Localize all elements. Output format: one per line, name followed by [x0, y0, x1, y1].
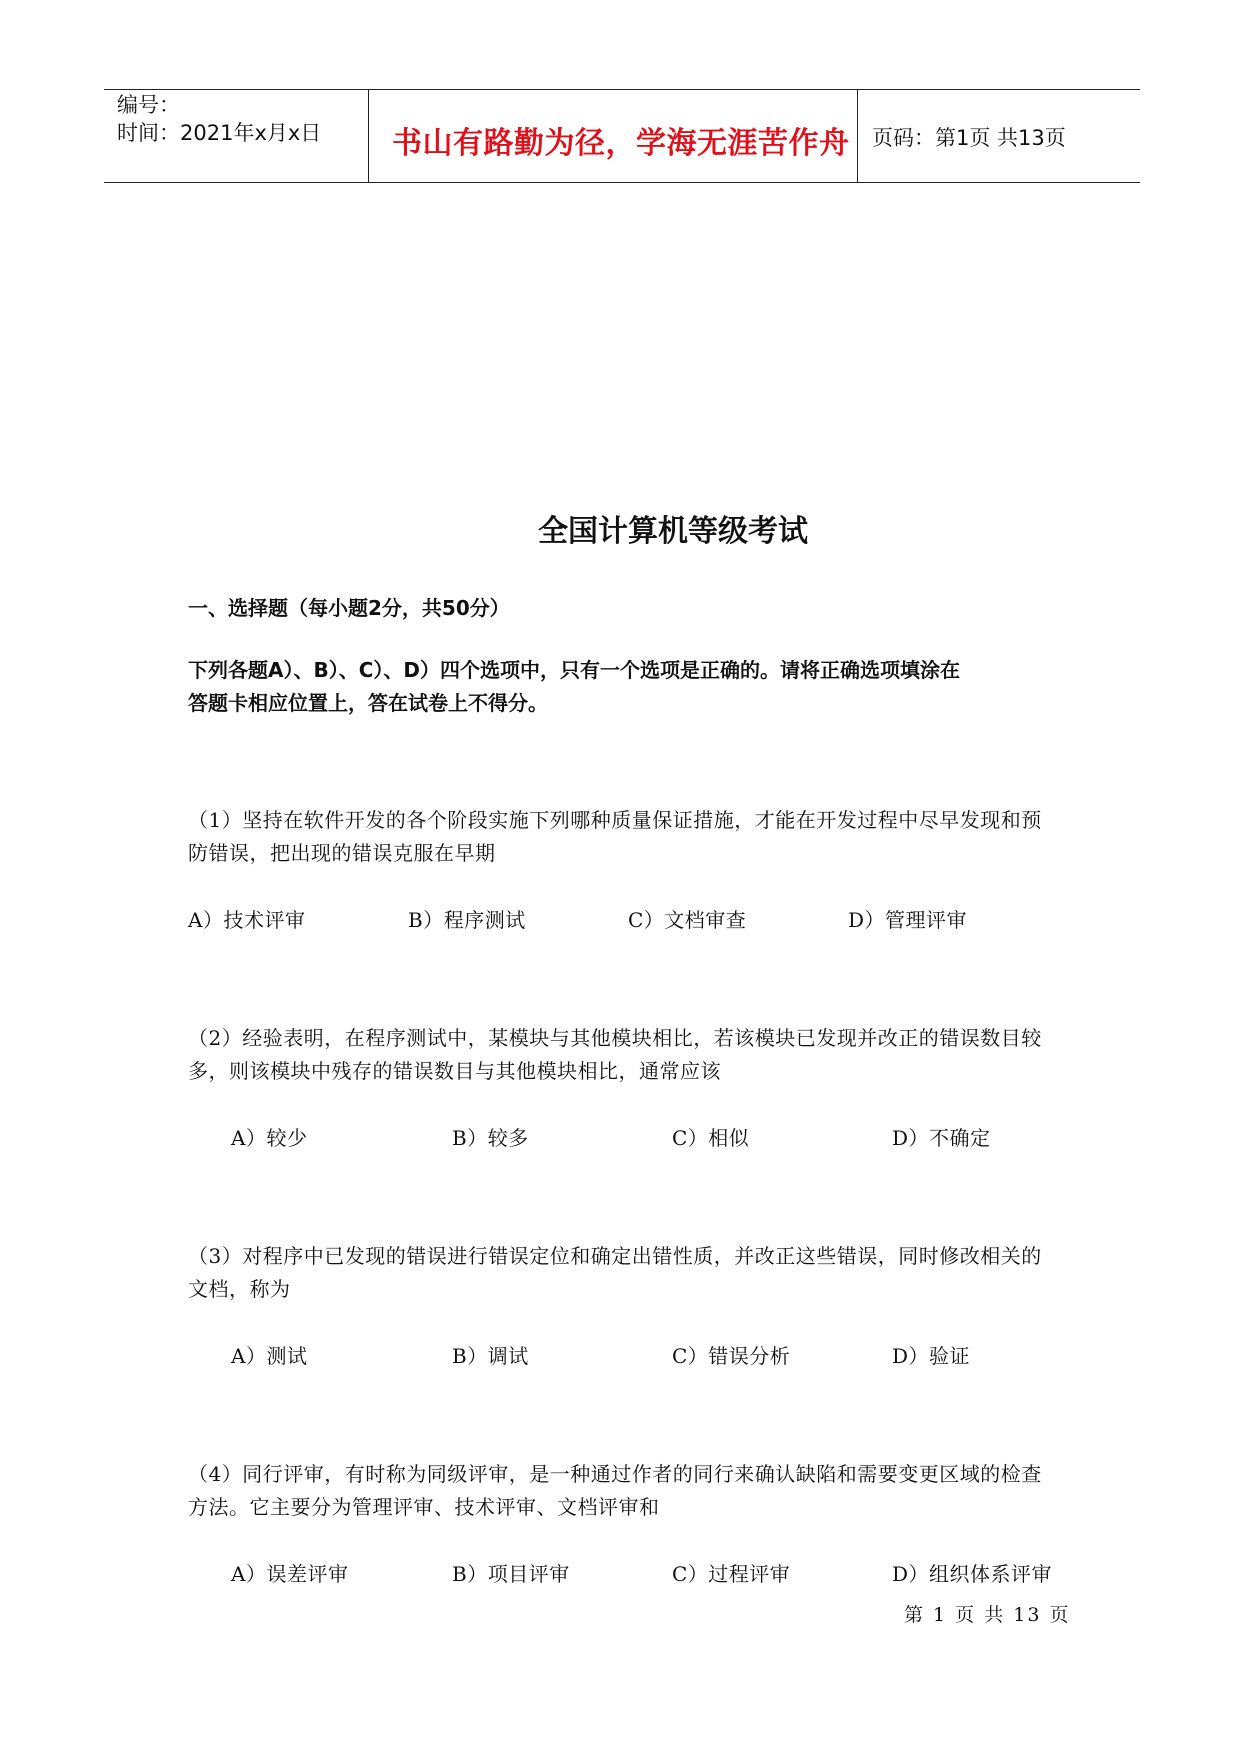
question-1-option-b: B）程序测试	[408, 908, 526, 932]
question-4-text: （4）同行评审，有时称为同级评审，是一种通过作者的同行来确认缺陷和需要变更区域的检查方法。它主要分为管理评审、技术评审、文档评审和	[188, 1462, 1042, 1519]
header-divider-right	[857, 89, 858, 182]
number-label: 编号：	[117, 93, 180, 117]
header-divider-left	[368, 89, 369, 182]
question-3-option-d: D）验证	[892, 1344, 971, 1368]
question-4-option-d: D）组织体系评审	[892, 1562, 1053, 1586]
question-1-option-c: C）文档审查	[628, 908, 747, 932]
question-4-option-c: C）过程评审	[672, 1562, 791, 1586]
instruction-line-2: 答题卡相应位置上，答在试卷上不得分。	[188, 691, 548, 715]
question-1-text: （1）坚持在软件开发的各个阶段实施下列哪种质量保证措施，才能在开发过程中尽早发现和预防错误，把出现的错误克服在早期	[188, 808, 1042, 865]
question-2-option-d: D）不确定	[892, 1126, 991, 1150]
question-3-option-b: B）调试	[452, 1344, 529, 1368]
question-3-option-c: C）错误分析	[672, 1344, 791, 1368]
question-3-text: （3）对程序中已发现的错误进行错误定位和确定出错性质，并改正这些错误，同时修改相关的文档，称为	[188, 1244, 1042, 1301]
header-bottom-rule	[104, 182, 1140, 183]
question-1-option-a: A）技术评审	[188, 908, 306, 932]
page-footer: 第 1 页 共 13 页	[904, 1604, 1071, 1626]
section-heading: 一、选择题（每小题2分，共50分）	[188, 596, 510, 620]
question-3-option-a: A）测试	[231, 1344, 308, 1368]
question-2-text: （2）经验表明，在程序测试中，某模块与其他模块相比，若该模块已发现并改正的错误数目较多，则该模块中残存的错误数目与其他模块相比，通常应该	[188, 1026, 1042, 1083]
question-4-option-b: B）项目评审	[452, 1562, 570, 1586]
header-top-rule	[104, 89, 1140, 90]
page-title: 全国计算机等级考试	[538, 514, 808, 549]
question-4-option-a: A）误差评审	[231, 1562, 349, 1586]
time-label: 时间：2021年x月x日	[117, 121, 322, 145]
instruction-line-1: 下列各题A）、B）、C）、D）四个选项中，只有一个选项是正确的。请将正确选项填涂在	[188, 658, 961, 682]
page-info: 页码：第1页 共13页	[872, 126, 1066, 150]
question-2-option-b: B）较多	[452, 1126, 529, 1150]
header-motto: 书山有路勤为径，学海无涯苦作舟	[392, 126, 850, 161]
question-2-option-a: A）较少	[231, 1126, 308, 1150]
question-1-option-d: D）管理评审	[848, 908, 968, 932]
question-2-option-c: C）相似	[672, 1126, 750, 1150]
